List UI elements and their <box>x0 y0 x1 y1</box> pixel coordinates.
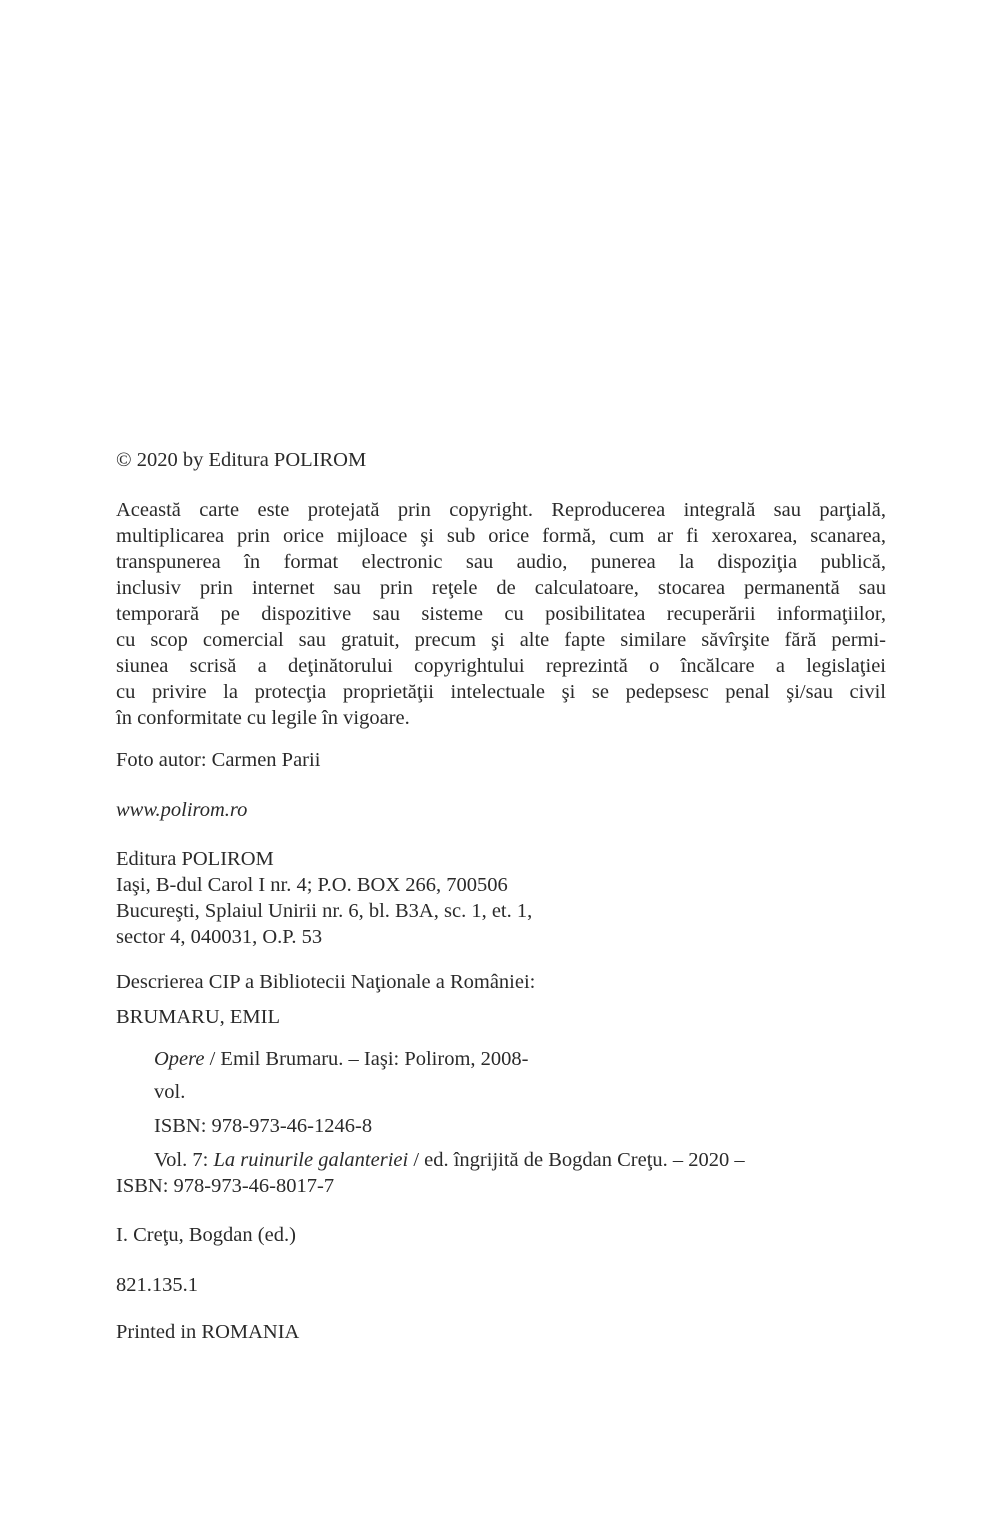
cip-vol7-details: / ed. îngrijită de Bogdan Creţu. – 2020 – <box>408 1149 745 1171</box>
cip-heading: Descrierea CIP a Bibliotecii Naţionale a României: <box>116 971 536 993</box>
legal-notice-line-7: siunea scrisă a deţinătorului copyrightului reprezintă o încălcare a legislaţiei <box>116 655 886 677</box>
cip-work-details: / Emil Brumaru. – Iaşi: Polirom, 2008- <box>204 1048 529 1070</box>
publisher-address-sector: sector 4, 040031, O.P. 53 <box>116 926 323 948</box>
cip-editor: I. Creţu, Bogdan (ed.) <box>116 1224 296 1246</box>
cip-vol7-title: La ruinurile galanteriei <box>213 1149 409 1171</box>
cip-work-title: Opere <box>154 1048 205 1070</box>
publisher-address-iasi: Iaşi, B-dul Carol I nr. 4; P.O. BOX 266, 700506 <box>116 874 508 896</box>
legal-notice-line-2: multiplicarea prin orice mijloace şi sub orice formă, cum ar fi xeroxarea, scanarea, <box>116 525 886 547</box>
cip-vol7 <box>154 1147 745 1173</box>
legal-notice-line-9: în conformitate cu legile în vigoare. <box>116 707 410 729</box>
cip-volumes: vol. <box>154 1081 186 1103</box>
legal-notice-line-5: temporară pe dispozitive sau sisteme cu posibilitatea recuperării informaţiilor, <box>116 603 886 625</box>
legal-notice-line-1: Această carte este protejată prin copyright. Reproducerea integrală sau parţială, <box>116 499 886 521</box>
photo-credit: Foto autor: Carmen Parii <box>116 749 321 771</box>
cip-work <box>154 1046 528 1072</box>
cip-vol7-isbn: ISBN: 978-973-46-8017-7 <box>116 1175 335 1197</box>
website-link[interactable]: www.polirom.ro <box>116 799 248 821</box>
cip-author: BRUMARU, EMIL <box>116 1006 281 1028</box>
legal-notice-line-8: cu privire la protecţia proprietăţii intelectuale şi se pedepsesc penal şi/sau civil <box>116 681 886 703</box>
legal-notice-line-3: transpunerea în format electronic sau audio, punerea la dispoziţia publică, <box>116 551 886 573</box>
publisher-address-bucuresti: Bucureşti, Splaiul Unirii nr. 6, bl. B3A, sc. 1, et. 1, <box>116 900 533 922</box>
cip-isbn: ISBN: 978-973-46-1246-8 <box>154 1115 373 1137</box>
cip-vol7-prefix: Vol. 7: <box>154 1149 214 1171</box>
legal-notice-line-6: cu scop comercial sau gratuit, precum şi alte fapte similare săvîrşite fără permi- <box>116 629 886 651</box>
cip-classification: 821.135.1 <box>116 1274 198 1296</box>
copyright-notice: © 2020 by Editura POLIROM <box>116 449 367 471</box>
printed-in: Printed in ROMANIA <box>116 1321 300 1343</box>
publisher-name: Editura POLIROM <box>116 848 274 870</box>
legal-notice-line-4: inclusiv prin internet sau prin reţele de calculatoare, stocarea permanentă sau <box>116 577 886 599</box>
